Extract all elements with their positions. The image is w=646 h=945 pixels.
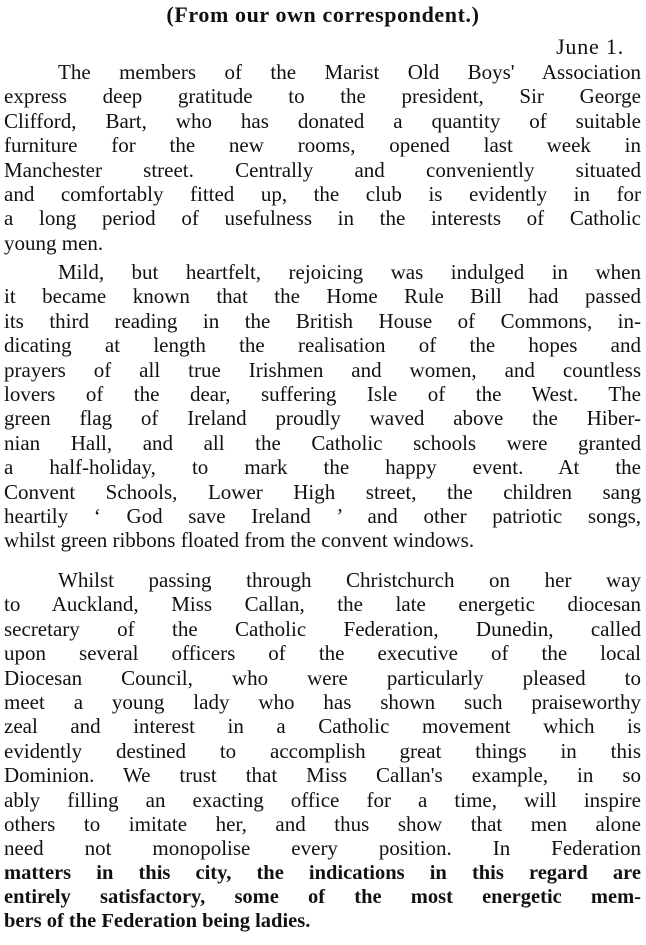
text-line: Mild, but heartfelt, rejoicing was indulged in when	[58, 260, 641, 284]
text-line: green flag of Ireland proudly waved above the Hiber-	[4, 406, 641, 431]
text-line: nian Hall, and all the Catholic schools were granted	[4, 430, 641, 455]
text-line: ably filling an exacting office for a time, will inspire	[4, 787, 641, 812]
text-line: secretary of the Catholic Federation, Dunedin, called	[4, 616, 641, 641]
text-line: meet a young lady who has shown such praiseworthy	[4, 689, 641, 714]
text-line: Manchester street. Centrally and conveniently situated	[4, 157, 641, 182]
text-line: Clifford, Bart, who has donated a quantity of suitable	[4, 108, 641, 133]
text-line: upon several officers of the executive of the local	[4, 641, 641, 666]
text-line: whilst green ribbons floated from the convent windows.	[4, 528, 475, 553]
paragraph	[4, 60, 641, 255]
text-line: Whilst passing through Christchurch on her way	[58, 568, 641, 592]
text-line: a long period of usefulness in the interests of Catholic	[4, 206, 641, 231]
text-line: bers of the Federation being ladies.	[4, 910, 311, 933]
text-line: The members of the Marist Old Boys' Association	[58, 60, 641, 84]
article-heading: (From our own correspondent.)	[166, 2, 480, 27]
text-line: others to imitate her, and thus show that men alone	[4, 811, 641, 836]
text-line: it became known that the Home Rule Bill had passed	[4, 284, 641, 309]
text-line: to Auckland, Miss Callan, the late energetic diocesan	[4, 592, 641, 617]
text-line: zeal and interest in a Catholic movement which is	[4, 714, 641, 739]
text-line: Diocesan Council, who were particularly pleased to	[4, 665, 641, 690]
text-line: its third reading in the British House of Commons, in-	[4, 308, 641, 333]
text-line: Dominion. We trust that Miss Callan's example, in so	[4, 763, 641, 788]
text-line: lovers of the dear, suffering Isle of the West. The	[4, 381, 641, 406]
paragraph	[4, 568, 641, 934]
text-line: matters in this city, the indications in this regard are	[4, 861, 641, 884]
text-line: and comfortably fitted up, the club is evidently in for	[4, 181, 641, 206]
paragraph	[4, 260, 641, 553]
text-line: young men.	[4, 230, 104, 255]
text-line: entirely satisfactory, some of the most energetic mem-	[4, 886, 641, 909]
text-line: a half-holiday, to mark the happy event. At the	[4, 455, 641, 480]
text-line: need not monopolise every position. In Federation	[4, 836, 641, 861]
text-line: Convent Schools, Lower High street, the children sang	[4, 479, 641, 504]
text-line: dicating at length the realisation of the hopes and	[4, 333, 641, 358]
text-line: furniture for the new rooms, opened last week in	[4, 133, 641, 158]
article-date: June 1.	[556, 34, 624, 59]
text-line: prayers of all true Irishmen and women, and countless	[4, 357, 641, 382]
text-line: heartily ‘ God save Ireland ’ and other patriotic songs,	[4, 503, 641, 528]
text-line: evidently destined to accomplish great things in this	[4, 738, 641, 763]
text-line: express deep gratitude to the president, Sir George	[4, 84, 641, 109]
